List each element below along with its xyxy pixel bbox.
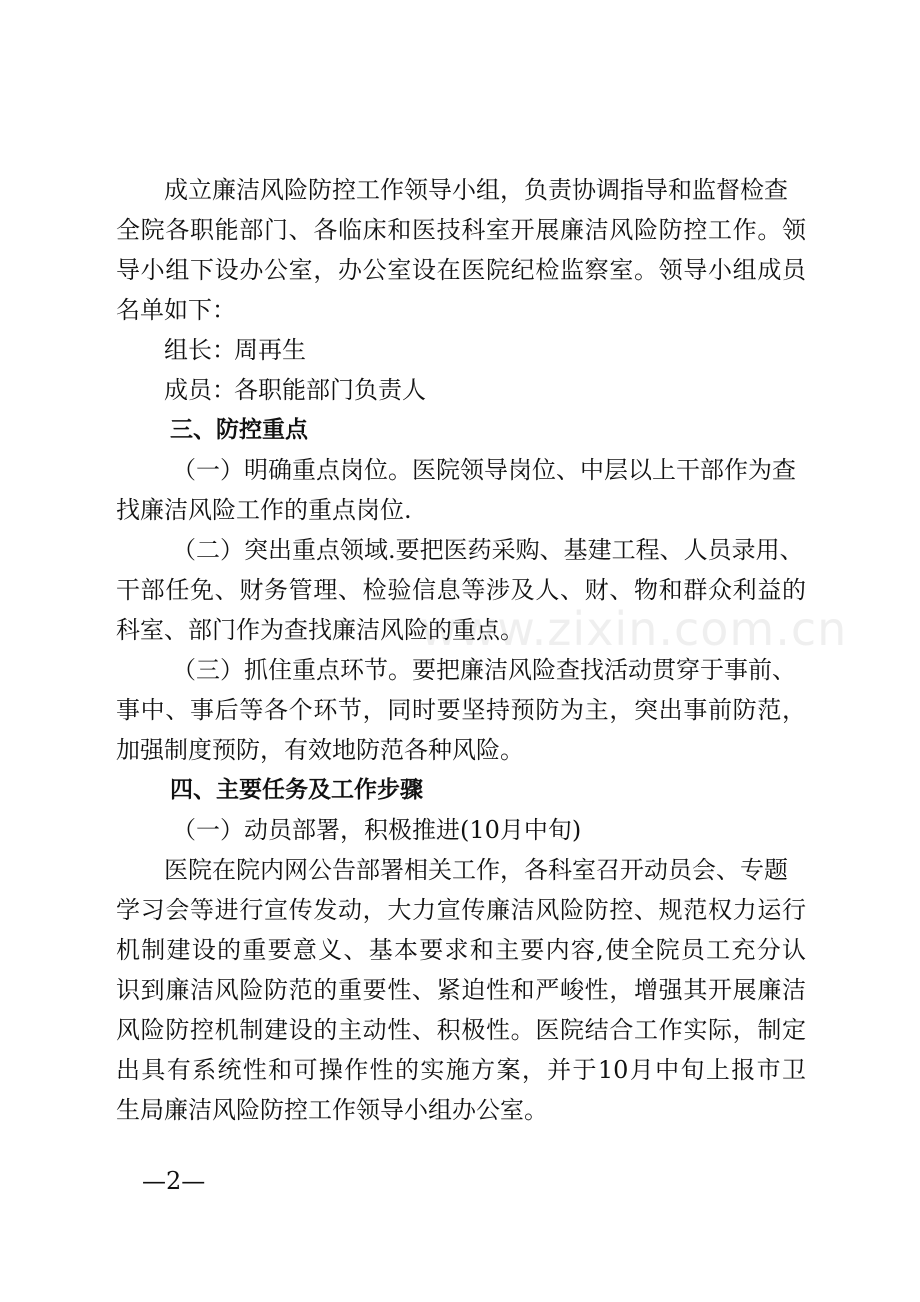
paragraph-line: 加强制度预防，有效地防范各种风险。 (116, 736, 524, 764)
paragraph-line: 名单如下： (116, 296, 236, 324)
paragraph-line: 医院在院内网公告部署相关工作，各科室召开动员会、专题 (164, 856, 788, 884)
member-value: 各职能部门负责人 (234, 376, 426, 404)
paragraph-line: 科室、部门作为查找廉洁风险的重点。 (116, 616, 524, 644)
page-number: —2— (142, 1167, 206, 1195)
paragraph-line: 风险防控机制建设的主动性、积极性。医院结合工作实际，制定 (116, 1016, 806, 1044)
paragraph-line: 机制建设的重要意义、基本要求和主要内容,使全院员工充分认 (116, 936, 806, 964)
leader-name: 周再生 (234, 336, 306, 364)
leader-row (164, 330, 854, 370)
paragraph-line: 导小组下设办公室，办公室设在医院纪检监察室。领导小组成员 (116, 256, 806, 284)
paragraph-line: 生局廉洁风险防控工作领导小组办公室。 (116, 1096, 548, 1124)
watermark: www.zixin.com.cn (420, 602, 848, 656)
paragraph-line: 出具有系统性和可操作性的实施方案，并于10月中旬上报市卫 (116, 1056, 806, 1084)
section-heading: 三、防控重点 (170, 417, 308, 443)
member-label: 成员： (164, 376, 236, 404)
leader-label: 组长： (164, 336, 236, 364)
paragraph-line: 干部任免、财务管理、检验信息等涉及人、财、物和群众利益的 (116, 576, 806, 604)
section-heading: 四、主要任务及工作步骤 (170, 777, 423, 803)
paragraph-line: （三）抓住重点环节。要把廉洁风险查找活动贯穿于事前、 (172, 656, 796, 684)
paragraph-line: 学习会等进行宣传发动，大力宣传廉洁风险防控、规范权力运行 (116, 896, 806, 924)
paragraph-line: 识到廉洁风险防范的重要性、紧迫性和严峻性，增强其开展廉洁 (116, 976, 806, 1004)
paragraph-line: （一）明确重点岗位。医院领导岗位、中层以上干部作为查 (172, 456, 796, 484)
paragraph-line: 事中、事后等各个环节，同时要坚持预防为主，突出事前防范， (116, 696, 806, 724)
paragraph-line: 找廉洁风险工作的重点岗位. (116, 496, 412, 524)
subsection-title: （一）动员部署，积极推进(10月中旬) (172, 816, 582, 844)
paragraph-line: 全院各职能部门、各临床和医技科室开展廉洁风险防控工作。领 (116, 216, 806, 244)
paragraph-line: 成立廉洁风险防控工作领导小组，负责协调指导和监督检查 (164, 176, 788, 204)
paragraph-line: （二）突出重点领域.要把医药采购、基建工程、人员录用、 (172, 536, 804, 564)
member-row (164, 370, 854, 410)
